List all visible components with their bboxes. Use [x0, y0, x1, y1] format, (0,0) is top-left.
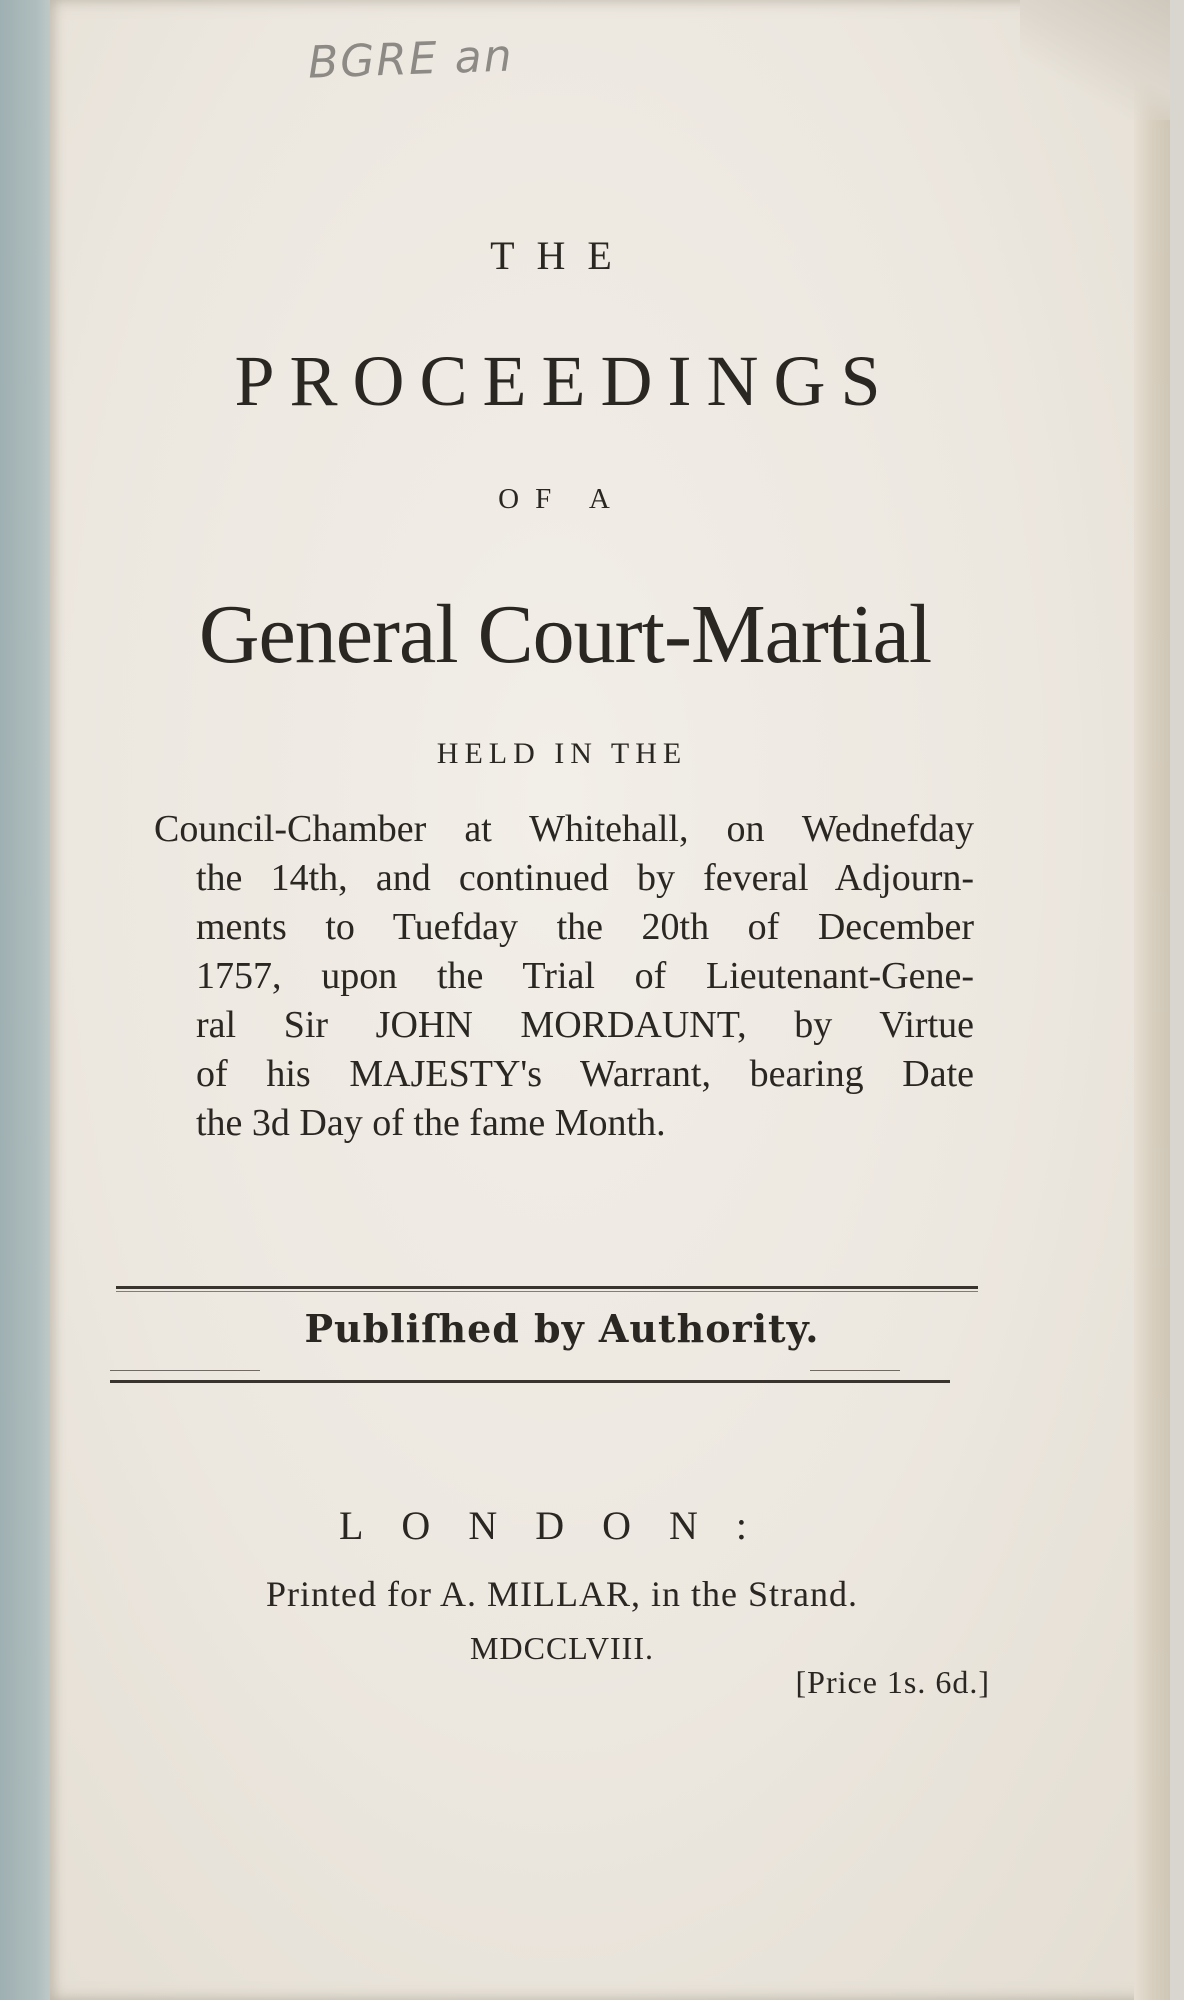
- imprint-printer: Printed for A. MILLAR, in the Strand.: [266, 1574, 858, 1614]
- imprint-place: LONDON:: [339, 1503, 785, 1548]
- title-of-a: OF A: [498, 483, 626, 515]
- description-line: the 3d Day of the fame Month.: [196, 1102, 666, 1144]
- description-line: 1757, upon the Trial of Lieutenant-Gene-: [196, 955, 974, 997]
- description-line: of his MAJESTY's Warrant, bearing Date: [196, 1053, 974, 1095]
- title-held-in-the: HELD IN THE: [436, 737, 688, 770]
- description-line: ral Sir JOHN MORDAUNT, by Virtue: [196, 1004, 974, 1046]
- title-proceedings: PROCEEDINGS: [234, 341, 896, 421]
- description-line: ments to Tuefday the 20th of December: [196, 906, 974, 948]
- top-rule: [116, 1286, 978, 1289]
- top-rule-thin: [116, 1291, 978, 1292]
- bottom-rule-right: [810, 1370, 900, 1371]
- published-by-authority: Publiſhed by Authority.: [304, 1306, 820, 1351]
- title-general-court-martial: General Court-Martial: [198, 588, 932, 681]
- torn-corner: [1020, 0, 1170, 120]
- bottom-rule: [110, 1380, 950, 1383]
- description-line: Council-Chamber at Whitehall, on Wednefday: [154, 808, 974, 850]
- title-page: [50, 0, 1170, 2000]
- price: [Price 1s. 6d.]: [795, 1664, 990, 1700]
- description-line: the 14th, and continued by feveral Adjourn-: [196, 857, 974, 899]
- bottom-rule-left: [110, 1370, 260, 1371]
- imprint-year: MDCCLVIII.: [470, 1630, 654, 1666]
- page-edge: [1134, 0, 1170, 2000]
- pencil-annotation: BGRE an: [307, 30, 515, 89]
- title-description: [154, 805, 974, 1148]
- title-the: THE: [490, 233, 634, 278]
